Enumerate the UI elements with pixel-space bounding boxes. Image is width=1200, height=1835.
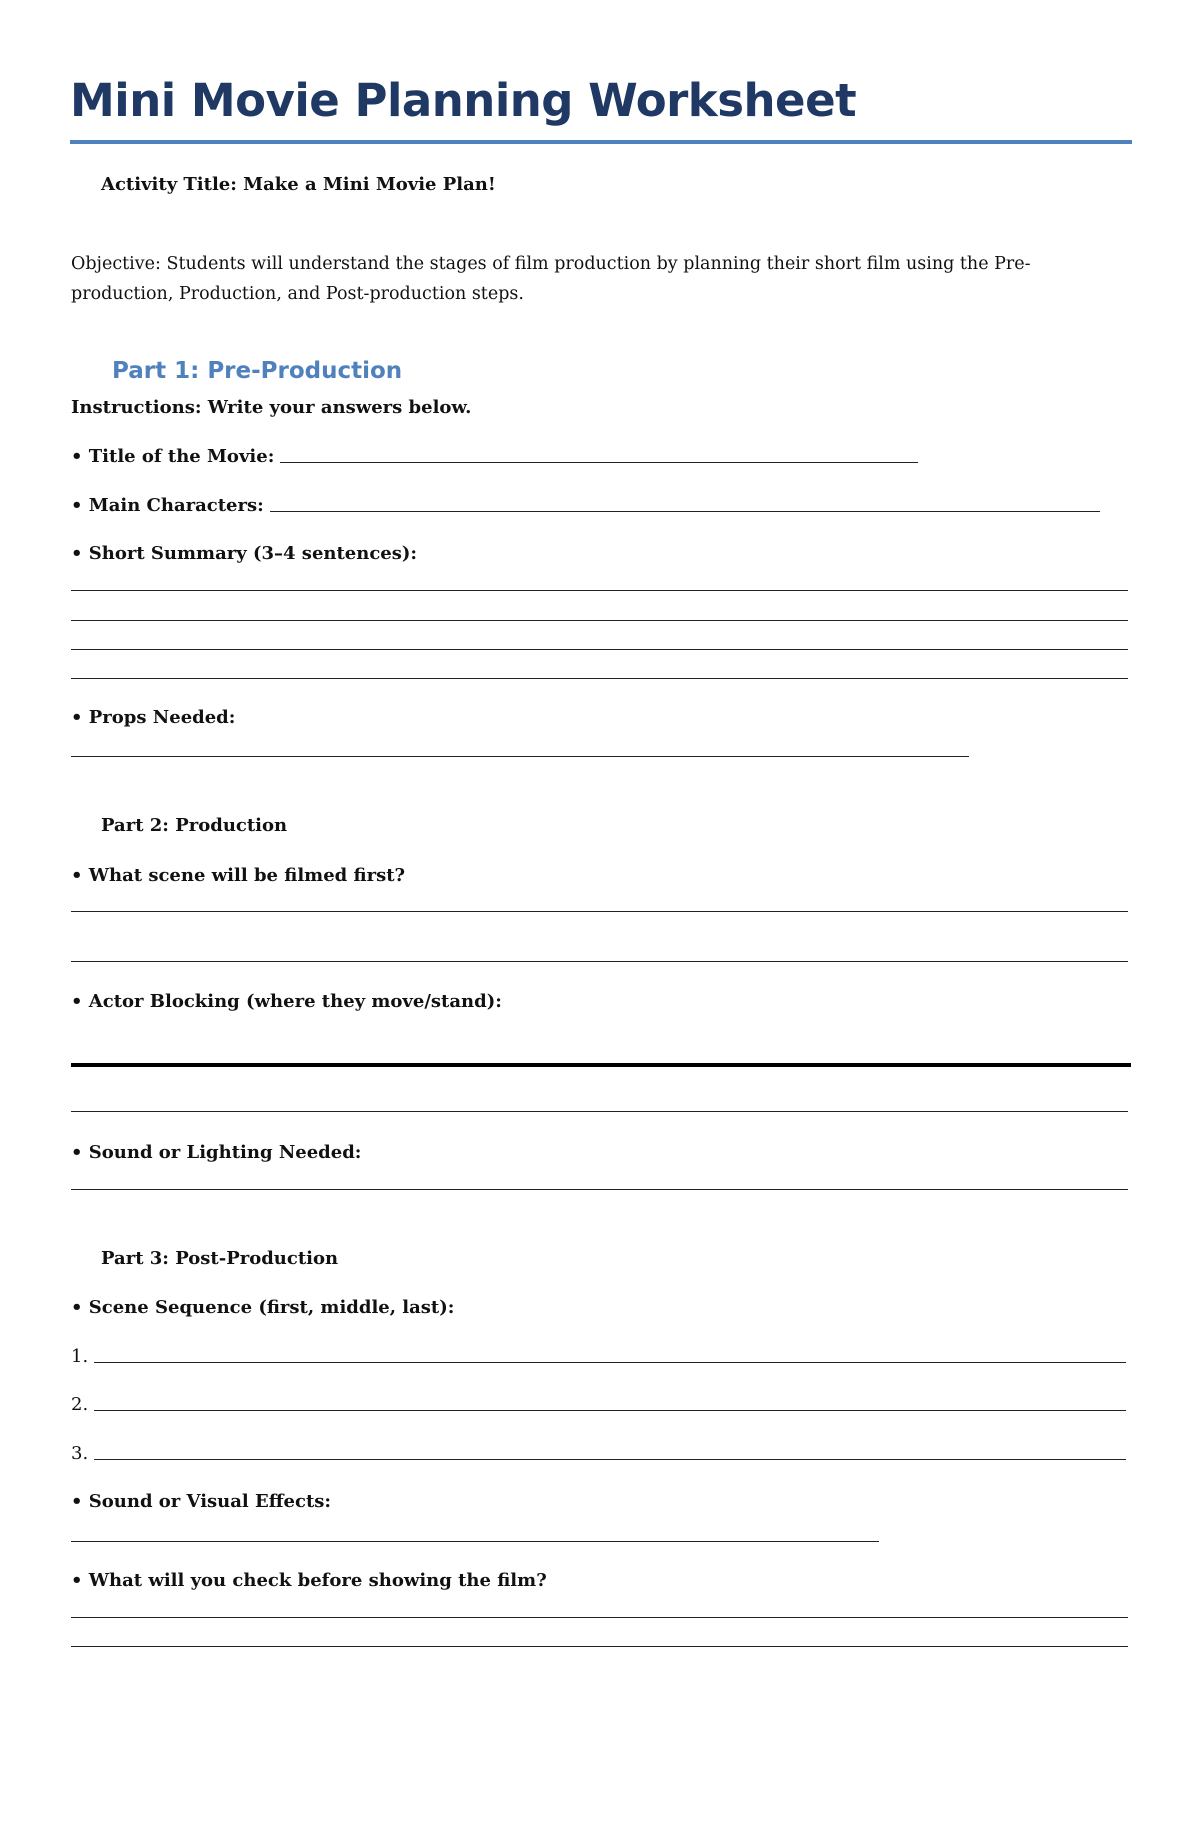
first-scene-line-2[interactable] (71, 961, 1128, 962)
main-characters-field[interactable] (270, 511, 1100, 512)
sound-lighting-line[interactable] (71, 1189, 1128, 1190)
part3-heading: Part 3: Post-Production (101, 1248, 339, 1269)
sound-lighting-label: • Sound or Lighting Needed: (71, 1142, 362, 1163)
effects-label: • Sound or Visual Effects: (71, 1491, 332, 1512)
effects-line[interactable] (71, 1541, 879, 1542)
part1-instructions: Instructions: Write your answers below. (71, 397, 472, 418)
blocking-label: • Actor Blocking (where they move/stand): (71, 991, 502, 1012)
check-label: • What will you check before showing the film? (71, 1570, 547, 1591)
check-line-2[interactable] (71, 1646, 1128, 1647)
sequence-row-3 (71, 1443, 1126, 1464)
main-characters-label: • Main Characters: (71, 495, 264, 516)
movie-title-field[interactable] (280, 462, 918, 463)
blocking-line-1[interactable] (71, 1063, 1131, 1067)
sequence-field-3[interactable] (94, 1459, 1126, 1460)
main-characters-row (71, 495, 1100, 516)
summary-line-2[interactable] (71, 620, 1128, 621)
sequence-number: 1. (71, 1346, 89, 1367)
first-scene-label: • What scene will be filmed first? (71, 865, 406, 886)
summary-line-3[interactable] (71, 649, 1128, 650)
summary-line-1[interactable] (71, 590, 1128, 591)
activity-title: Activity Title: Make a Mini Movie Plan! (101, 174, 496, 195)
first-scene-line-1[interactable] (71, 911, 1128, 912)
sequence-number: 2. (71, 1394, 89, 1415)
blocking-line-2[interactable] (71, 1111, 1128, 1112)
check-line-1[interactable] (71, 1617, 1128, 1618)
props-label: • Props Needed: (71, 707, 236, 728)
sequence-field-2[interactable] (94, 1410, 1126, 1411)
title-divider (70, 140, 1132, 144)
objective-text: Objective: Students will understand the stages of film production by planning their short film using the Pre-production, Production, and Post-production steps. (71, 254, 1031, 304)
sequence-label: • Scene Sequence (first, middle, last): (71, 1297, 455, 1318)
movie-title-row (71, 446, 918, 467)
summary-line-4[interactable] (71, 678, 1128, 679)
props-line[interactable] (71, 756, 969, 757)
sequence-row-1 (71, 1346, 1126, 1367)
sequence-row-2 (71, 1394, 1126, 1415)
sequence-field-1[interactable] (94, 1362, 1126, 1363)
movie-title-label: • Title of the Movie: (71, 446, 275, 467)
part2-heading: Part 2: Production (101, 815, 288, 836)
part1-heading: Part 1: Pre-Production (112, 358, 403, 384)
page-title: Mini Movie Planning Worksheet (70, 74, 857, 127)
sequence-number: 3. (71, 1443, 89, 1464)
summary-label: • Short Summary (3–4 sentences): (71, 543, 418, 564)
